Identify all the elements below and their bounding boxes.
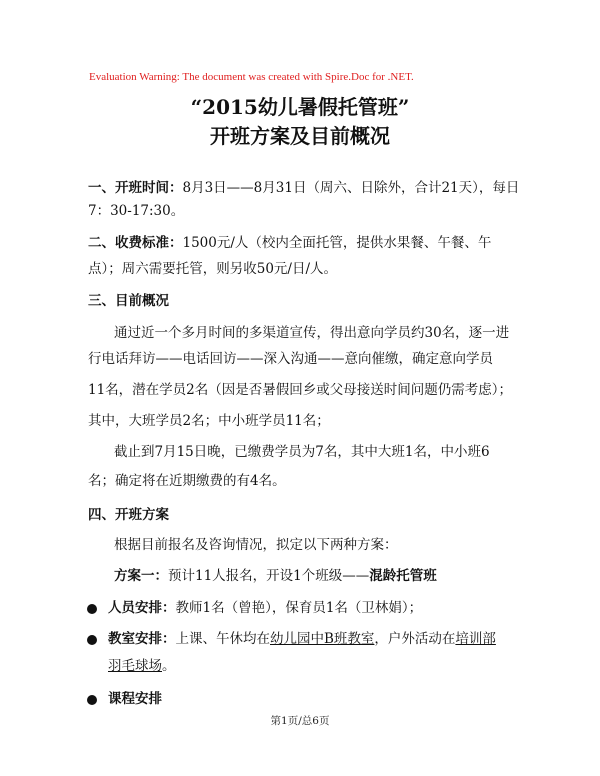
- section3-p2-line2: 名；确定将在近期缴费的有4名。: [88, 473, 286, 489]
- bullet-dot-icon: [87, 604, 97, 614]
- plan1-line: [114, 566, 554, 586]
- bullet-curriculum: 课程安排: [108, 691, 162, 707]
- bullet-dot-icon: [87, 635, 97, 645]
- section3-p2-line1: 截止到7月15日晚，已缴费学员为7名，其中大班1名，中小班6: [114, 444, 490, 460]
- document-title-line2: 开班方案及目前概况: [210, 124, 390, 148]
- page-footer: 第1页/总6页: [270, 715, 330, 727]
- bullet-classroom-label: 教室安排：: [108, 631, 176, 647]
- section3-p1-line1: 通过近一个多月时间的多渠道宣传，得出意向学员约30名，逐一进: [114, 325, 510, 341]
- section2-line2: 点）；周六需要托管，则另收50元/日/人。: [88, 261, 338, 277]
- bullet-classroom-room: 幼儿园中B班教室: [270, 631, 375, 647]
- section1-line1: [88, 178, 528, 198]
- section1-text-a: 8月3日——8月31日（周六、日除外，合计21天），每日: [182, 180, 520, 196]
- bullet-classroom-text-b: ，户外活动在: [374, 631, 456, 647]
- bullet-classroom-line2: [108, 656, 548, 676]
- section3-p1-line4: 其中，大班学员2名；中小班学员11名；: [88, 413, 330, 429]
- evaluation-warning: Evaluation Warning: The document was created with Spire.Doc for .NET.: [89, 71, 414, 83]
- bullet-dot-icon: [87, 695, 97, 705]
- section2-line1: [88, 233, 528, 253]
- section1-label: 一、开班时间：: [88, 180, 183, 196]
- section2-text-a: 1500元/人（校内全面托管，提供水果餐、午餐、午: [182, 235, 492, 251]
- section2-label: 二、收费标准：: [88, 235, 183, 251]
- bullet-classroom: [108, 629, 548, 649]
- section1-line2: 7：30-17:30。: [88, 203, 185, 219]
- section4-intro: 根据目前报名及咨询情况，拟定以下两种方案：: [114, 537, 398, 553]
- document-title-line1: “2015幼儿暑假托管班”: [190, 95, 410, 119]
- bullet-classroom-text-d: 。: [162, 658, 176, 674]
- plan1-text: 预计11人报名，开设1个班级——: [168, 568, 370, 584]
- section4-heading: 四、开班方案: [88, 507, 169, 523]
- plan1-class-name: 混龄托管班: [369, 568, 437, 584]
- bullet-classroom-text-a: 上课、午休均在: [175, 631, 270, 647]
- plan1-label: 方案一：: [114, 568, 168, 584]
- bullet-staffing-label: 人员安排：: [108, 600, 176, 616]
- section3-p1-line3: 11名，潜在学员2名（因是否暑假回乡或父母接送时间问题仍需考虑）；: [88, 382, 513, 398]
- bullet-staffing-text: 教师1名（曾艳），保育员1名（卫林娟）；: [175, 600, 423, 616]
- bullet-staffing: [108, 598, 548, 618]
- bullet-classroom-court: 羽毛球场: [108, 658, 162, 674]
- section3-heading: 三、目前概况: [88, 293, 169, 309]
- section3-p1-line2: 行电话拜访——电话回访——深入沟通——意向催缴，确定意向学员: [88, 351, 493, 367]
- bullet-classroom-dept: 培训部: [455, 631, 496, 647]
